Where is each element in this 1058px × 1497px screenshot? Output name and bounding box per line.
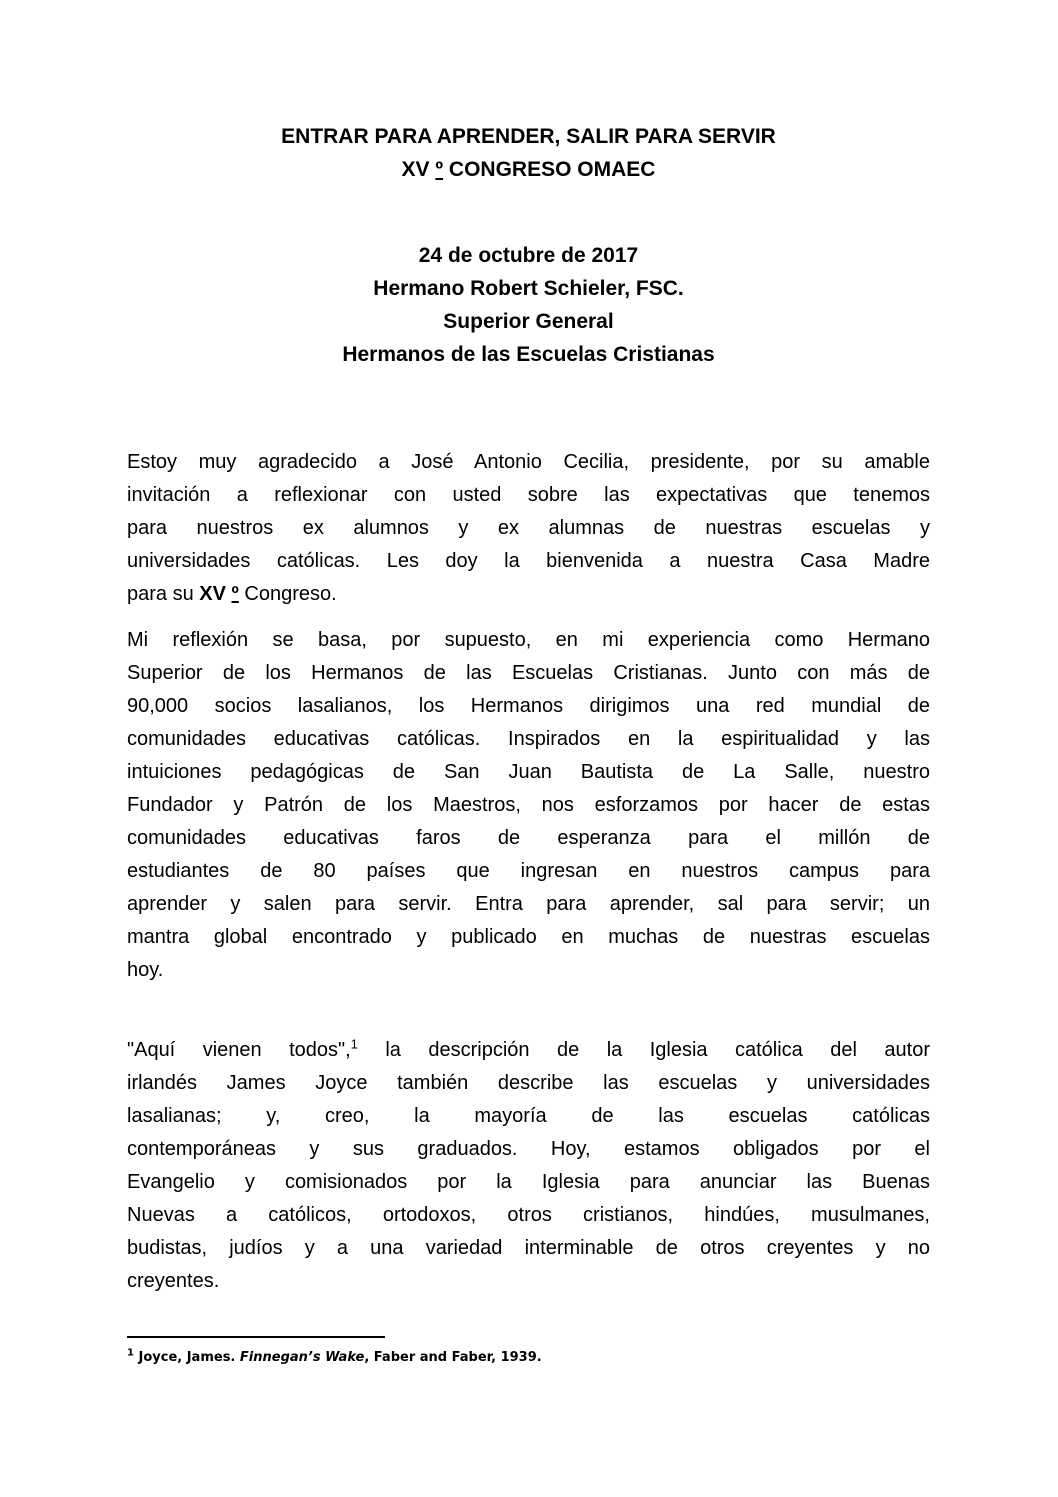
text-line: Nuevas a católicos, ortodoxos, otros cristianos, hindúes, musulmanes, [127, 1204, 930, 1226]
text-line: para nuestros ex alumnos y ex alumnas de nuestras escuelas y [127, 517, 930, 539]
footnote-book-title: Finnegan’s Wake [239, 1350, 365, 1365]
text-line: intuiciones pedagógicas de San Juan Bautista de La Salle, nuestro [127, 761, 930, 783]
title-congress-name: CONGRESO OMAEC [443, 158, 656, 181]
text-line: 90,000 socios lasalianos, los Hermanos dirigimos una red mundial de [127, 695, 930, 717]
text-line [127, 578, 930, 611]
text-line: comunidades educativas católicas. Inspirados en la espiritualidad y las [127, 728, 930, 750]
roman-numeral: XV [199, 583, 232, 605]
text-segment: para su [127, 583, 200, 605]
text-line: aprender y salen para servir. Entra para aprender, sal para servir; un [127, 893, 930, 915]
text-line: Fundador y Patrón de los Maestros, nos esforzamos por hacer de estas [127, 794, 930, 816]
text-line: hoy. [127, 959, 164, 981]
text-segment: "Aquí vienen todos", [127, 1039, 351, 1061]
text-line: comunidades educativas faros de esperanza para el millón de [127, 827, 930, 849]
byline-date: 24 de octubre de 2017 [418, 244, 639, 267]
footnote-separator-rule [127, 1336, 385, 1338]
footnote-reference-marker: 1 [350, 1036, 358, 1052]
text-segment: la descripción de la Iglesia católica del autor [357, 1039, 930, 1061]
byline-role: Superior General [443, 310, 614, 333]
text-line: universidades católicas. Les doy la bienvenida a nuestra Casa Madre [127, 550, 930, 572]
text-line: Evangelio y comisionados por la Iglesia para anunciar las Buenas [127, 1171, 930, 1193]
text-line: Mi reflexión se basa, por supuesto, en mi experiencia como Hermano [127, 629, 930, 651]
text-column [127, 120, 930, 1298]
text-line: creyentes. [127, 1270, 220, 1292]
ordinal-indicator: º [231, 583, 239, 605]
text-line: lasalianas; y, creo, la mayoría de las escuelas católicas [127, 1105, 930, 1127]
document-title-line1: ENTRAR PARA APRENDER, SALIR PARA SERVIR [281, 125, 776, 148]
text-line: Superior de los Hermanos de las Escuelas Cristianas. Junto con más de [127, 662, 930, 684]
ordinal-indicator: º [435, 158, 444, 181]
text-line: mantra global encontrado y publicado en muchas de nuestras escuelas [127, 926, 930, 948]
footnote-citation-post: , Faber and Faber, 1939. [364, 1350, 542, 1365]
text-line: invitación a reflexionar con usted sobre las expectativas que tenemos [127, 484, 930, 506]
paragraph-1 [127, 446, 930, 611]
text-line [127, 1034, 930, 1067]
text-line: contemporáneas y sus graduados. Hoy, estamos obligados por el [127, 1138, 930, 1160]
byline-author: Hermano Robert Schieler, FSC. [373, 277, 684, 300]
paragraph-2 [127, 624, 930, 987]
paragraph-3 [127, 1034, 930, 1298]
title-roman-numeral: XV [401, 158, 436, 181]
footnote-number: 1 [127, 1347, 134, 1359]
byline-block [127, 239, 930, 371]
text-line: irlandés James Joyce también describe las escuelas y universidades [127, 1072, 930, 1094]
text-line: budistas, judíos y a una variedad interminable de otros creyentes y no [127, 1237, 930, 1259]
footnote [127, 1347, 1058, 1369]
byline-organization: Hermanos de las Escuelas Cristianas [342, 343, 715, 366]
text-line: Estoy muy agradecido a José Antonio Cecilia, presidente, por su amable [127, 451, 930, 473]
text-line: estudiantes de 80 países que ingresan en nuestros campus para [127, 860, 930, 882]
document-title-line2 [127, 153, 930, 186]
footnote-citation-pre: Joyce, James. [133, 1350, 240, 1365]
document-title-block [127, 120, 930, 186]
text-segment: Congreso. [238, 583, 337, 605]
